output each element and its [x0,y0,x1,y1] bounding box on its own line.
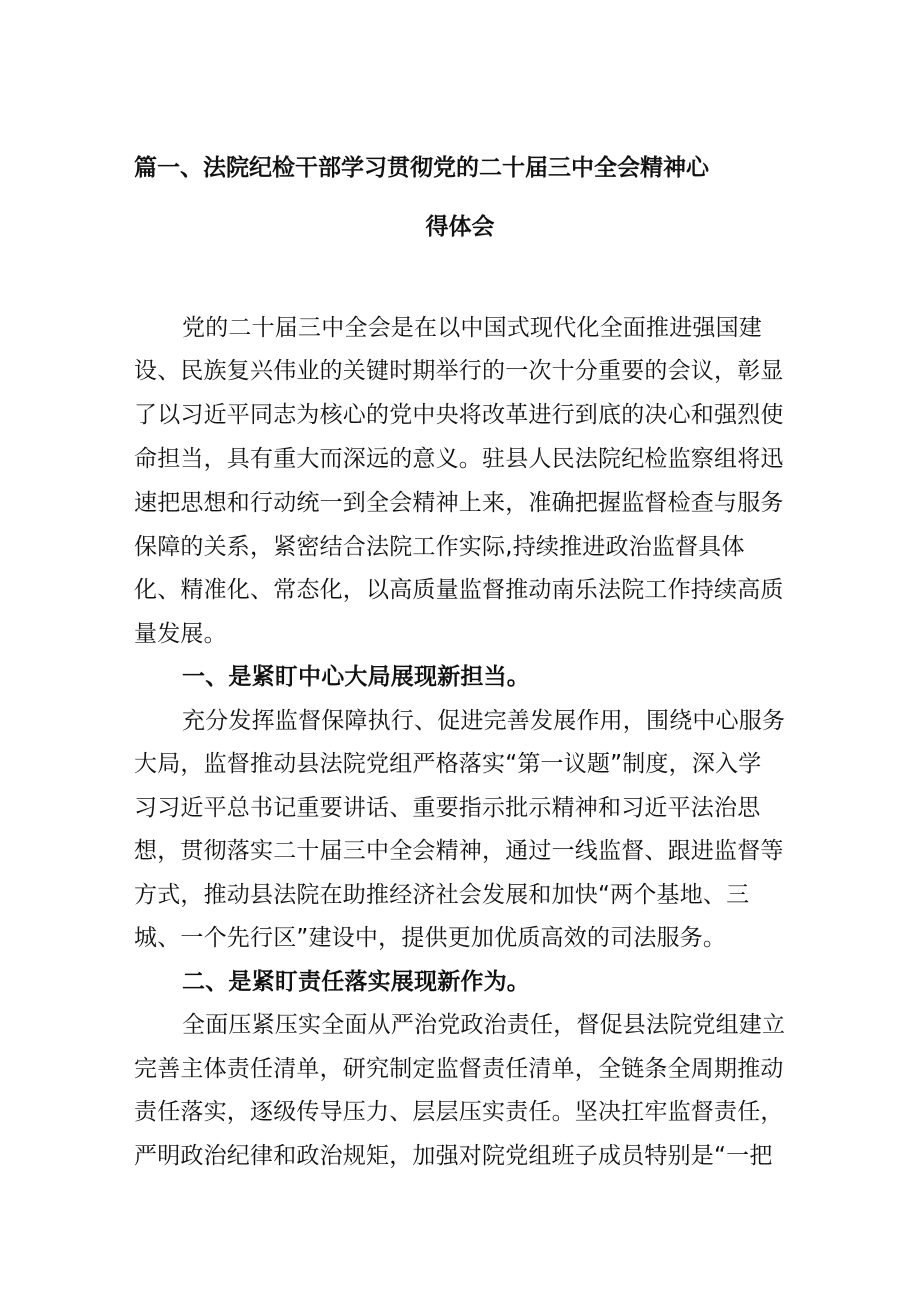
paragraph-line: 想，贯彻落实二十届三中全会精神，通过一线监督、跟进监督等 [134,838,784,864]
document-title-line-1: 篇一、法院纪检干部学习贯彻党的二十届三中全会精神心 [134,155,709,181]
paragraph-line: 全面压紧压实全面从严治党政治责任，督促县法院党组建立 [182,1012,786,1038]
paragraph-line: 城、一个先行区”建设中，提供更加优质高效的司法服务。 [134,925,727,951]
section-heading-1: 一、是紧盯中心大局展现新担当。 [182,664,530,690]
paragraph-line: 方式，推动县法院在助推经济社会发展和加快“两个基地、三 [134,882,750,908]
paragraph-line: 完善主体责任清单，研究制定监督责任清单，全链条全周期推动 [134,1056,784,1082]
paragraph-line: 设、民族复兴伟业的关键时期举行的一次十分重要的会议，彰显 [134,358,784,384]
document-title-line-2: 得体会 [425,214,495,240]
paragraph-line: 命担当，具有重大而深远的意义。驻县人民法院纪检监察组将迅 [134,446,784,472]
paragraph-line: 量发展。 [134,621,227,647]
paragraph-line: 化、精准化、常态化，以高质量监督推动南乐法院工作持续高质 [134,577,784,603]
paragraph-line: 严明政治纪律和政治规矩，加强对院党组班子成员特别是“一把 [134,1143,773,1169]
paragraph-line: 速把思想和行动统一到全会精神上来，准确把握监督检查与服务 [134,490,784,516]
paragraph-line: 了以习近平同志为核心的党中央将改革进行到底的决心和强烈使 [134,402,784,428]
paragraph-line: 责任落实，逐级传导压力、层层压实责任。坚决扛牢监督责任， [134,1099,784,1125]
paragraph-line: 充分发挥监督保障执行、促进完善发展作用，围绕中心服务 [182,708,786,734]
section-heading-2: 二、是紧盯责任落实展现新作为。 [182,969,530,995]
paragraph-line: 党的二十届三中全会是在以中国式现代化全面推进强国建 [182,315,762,341]
paragraph-line: 保障的关系，紧密结合法院工作实际,持续推进政治监督具体 [134,534,745,560]
paragraph-line: 习习近平总书记重要讲话、重要指示批示精神和习近平法治思 [134,795,761,821]
paragraph-line: 大局，监督推动县法院党组严格落实“第一议题”制度，深入学 [134,751,762,777]
